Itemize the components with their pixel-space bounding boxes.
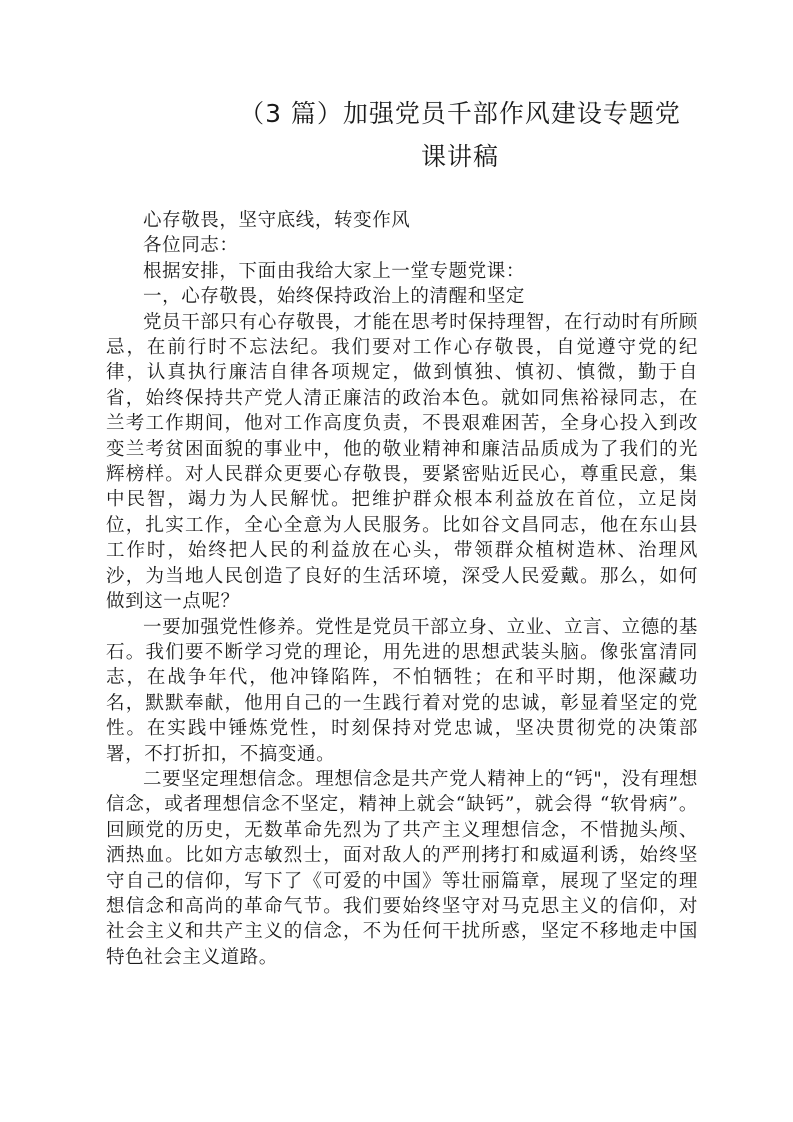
salutation-paragraph: 各位同志： xyxy=(143,235,239,257)
body-paragraph: 党员干部只有心存敬畏，才能在思考时保持理智，在行动时有所顾忌，在前行时不忘法纪。我们要对工作心存敬畏，自觉遵守党的纪律，认真执行廉洁自律各项规定，做到慎独、慎初、慎微，勤于自省，始终保持共产党人清正廉洁的政治本色。就如同焦裕禄同志，在兰考工作期间，他对工作高度负责，不畏艰难困苦，全身心投入到改变兰考贫困面貌的事业中，他的敬业精神和廉洁品质成为了我们的光辉榜样。对人民群众更要心存敬畏，要紧密贴近民心，尊重民意，集中民智，竭力为人民解忧。把维护群众根本利益放在首位，立足岗位，扎实工作，全心全意为人民服务。比如谷文昌同志，他在东山县工作时，始终把人民的利益放在心头，带领群众植树造林、治理风沙，为当地人民创造了良好的生活环境，深受人民爱戴。那么，如何做到这一点呢？ xyxy=(106,311,698,613)
document-body xyxy=(106,208,698,970)
intro-paragraph: 根据安排，下面由我给大家上一堂专题党课： xyxy=(143,260,526,282)
subtitle-paragraph: 心存敬畏，坚守底线，转变作风 xyxy=(143,210,411,231)
body-paragraph: 二要坚定理想信念。理想信念是共产党人精神上的“钙"，没有理想信念，或者理想信念不坚定，精神上就会“缺钙”，就会得 “软骨病”。回顾党的历史，无数革命先烈为了共产主义理想信念，不惜抛头颅、洒热血。比如方志敏烈士，面对敌人的严刑拷打和威逼利诱，始终坚守自己的信仰，写下了《可爱的中国》等壮丽篇章，展现了坚定的理想信念和高尚的革命气节。我们要始终坚守对马克思主义的信仰，对社会主义和共产主义的信念，不为任何干扰所惑，坚定不移地走中国特色社会主义道路。 xyxy=(106,768,698,968)
body-paragraph: 一要加强党性修养。党性是党员干部立身、立业、立言、立德的基石。我们要不断学习党的理论，用先进的思想武装头脑。像张富清同志，在战争年代，他冲锋陷阵，不怕牺牲；在和平时期，他深藏功名，默默奉献，他用自己的一生践行着对党的忠诚，彰显着坚定的党性。在实践中锤炼党性，时刻保持对党忠诚，坚决贯彻党的决策部署，不打折扣，不搞变通。 xyxy=(106,616,698,765)
section-heading-1: 一，心存敬畏，始终保持政治上的清醒和坚定 xyxy=(143,286,526,308)
document-title-line-1: （3 篇）加强党员千部作风建设专题党 xyxy=(239,99,681,128)
document-title-line-2: 课讲稿 xyxy=(420,142,499,171)
